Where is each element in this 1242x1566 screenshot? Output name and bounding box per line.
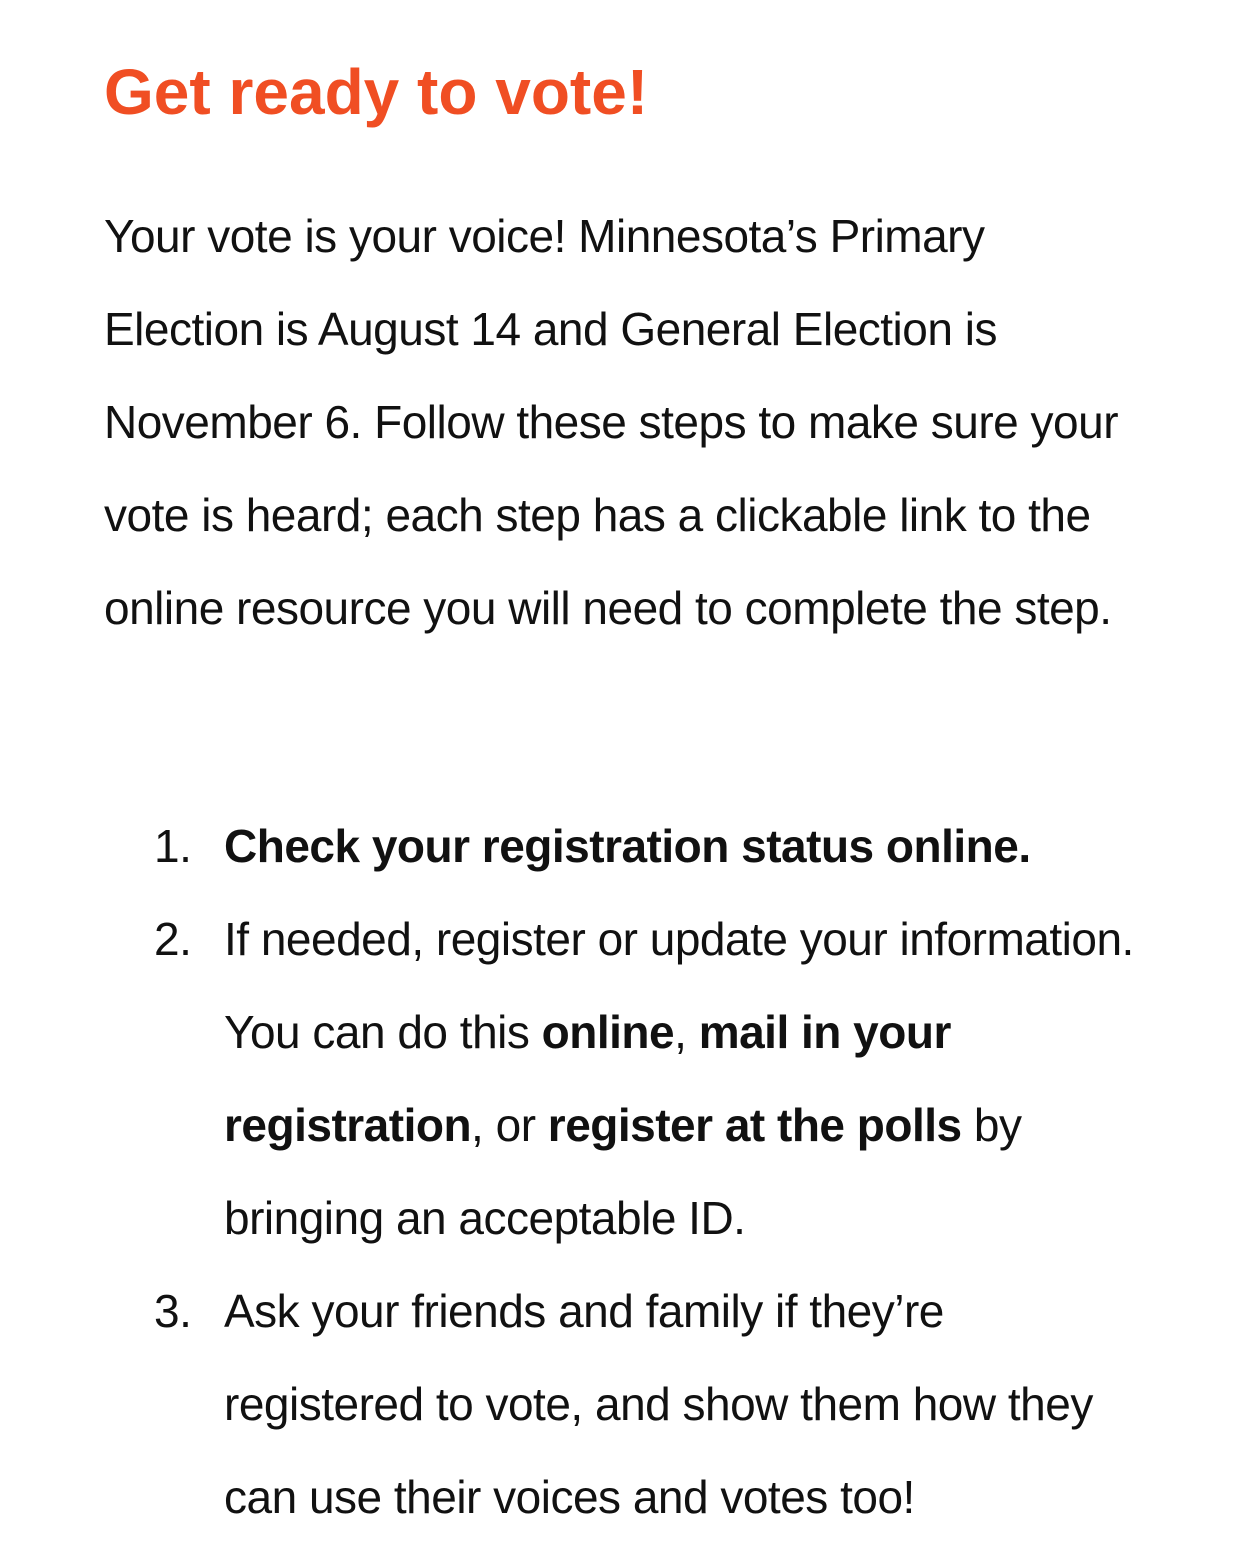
list-item-step-2	[104, 893, 1144, 1265]
register-online-link[interactable]: online	[541, 1006, 675, 1058]
step-text: by bringing an acceptable ID.	[224, 1099, 1022, 1244]
step-number: 3.	[154, 1285, 192, 1337]
step-text: If needed, register or update your information. You can do this	[224, 913, 1134, 1058]
step-text: Ask your friends and family if they’re registered to vote, and show them how they can use their voices and votes too!	[224, 1285, 1093, 1523]
step-number: 2.	[154, 913, 192, 965]
step-number: 1.	[154, 820, 192, 872]
list-item-step-3	[104, 1265, 1144, 1544]
step-text: ,	[674, 1006, 699, 1058]
steps-list	[104, 800, 1144, 1544]
check-registration-link[interactable]: Check your registration status online.	[224, 820, 1031, 872]
register-at-polls-link[interactable]: register at the polls	[547, 1099, 962, 1151]
page-title: Get ready to vote!	[104, 56, 649, 128]
mail-registration-link[interactable]: mail in your registration	[224, 1006, 951, 1151]
list-item-step-1	[104, 800, 1144, 893]
intro-paragraph: Your vote is your voice! Minnesota’s Primary Election is August 14 and General Election is November 6. Follow these steps to make sure your vote is heard; each step has a clickable link to the online resource you will need to complete the step.	[104, 210, 1119, 634]
step-text: , or	[471, 1099, 548, 1151]
